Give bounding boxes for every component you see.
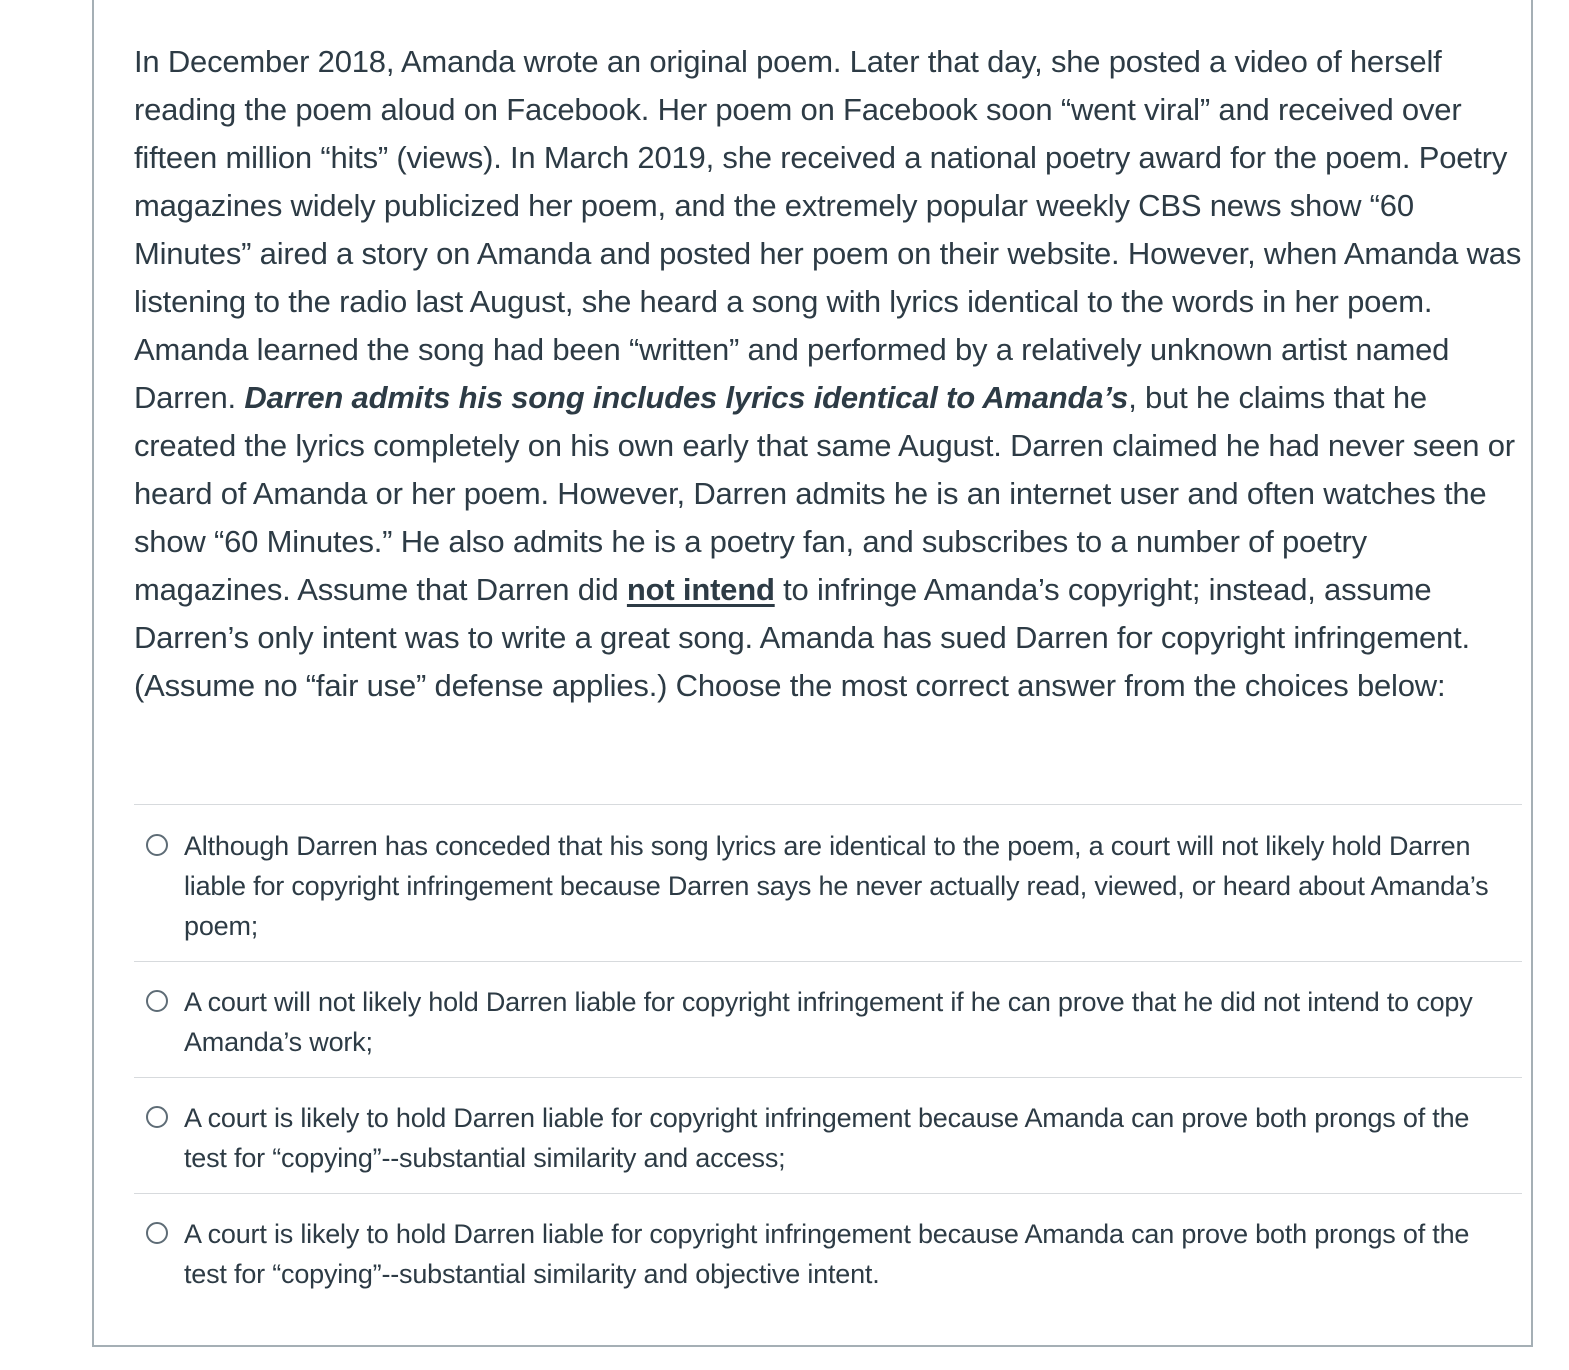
answer-radio-3[interactable] [146,1106,168,1128]
question-text [134,38,1524,710]
answer-option-1[interactable] [134,805,1522,962]
question-text-part-1: In December 2018, Amanda wrote an original poem. Later that day, she posted a video of herself reading the poem aloud on Facebook. Her poem on Facebook soon “went viral” and received over fifteen million “hits” (views). In March 2019, she received a national poetry award for the poem. Poetry magazines widely publicized her poem, and the extremely popular weekly CBS news show “60 Minutes” aired a story on Amanda and posted her poem on their website. However, when Amanda was listening to the radio last August, she heard a song with lyrics identical to the words in her poem. Amanda learned the song had been “written” and performed by a relatively unknown artist named Darren. [134,44,1522,415]
question-underlined: not intend [626,572,775,607]
answer-option-3[interactable] [134,1078,1522,1194]
question-emphasis: Darren admits his song includes lyrics identical to Amanda’s [244,380,1129,415]
answer-label-4: A court is likely to hold Darren liable for copyright infringement because Amanda can prove both prongs of the test for “copying”--substantial similarity and objective intent. [184,1219,1470,1289]
question-text-part-3: to infringe Amanda’s copyright; instead, assume Darren’s only intent was to write a great song. Amanda has sued Darren for copyright infringement. (Assume no “fair use” defense applies.) Choose the most correct answer from the choices below: [134,572,1470,703]
answer-radio-4[interactable] [146,1222,168,1244]
answer-option-2[interactable] [134,962,1522,1078]
answer-radio-2[interactable] [146,990,168,1012]
answer-option-4[interactable] [134,1194,1522,1304]
answer-radio-1[interactable] [146,834,168,856]
question-text-part-2: , but he claims that he created the lyrics completely on his own early that same August. Darren claimed he had never seen or heard of Amanda or her poem. However, Darren admits he is an internet user and often watches the show “60 Minutes.” He also admits he is a poetry fan, and subscribes to a number of poetry magazines. Assume that Darren did [134,380,1515,607]
answer-label-1: Although Darren has conceded that his song lyrics are identical to the poem, a court will not likely hold Darren liable for copyright infringement because Darren says he never actually read, viewed, or heard about Amanda’s poem; [184,831,1489,941]
answer-list [134,804,1522,1304]
answer-label-2: A court will not likely hold Darren liable for copyright infringement if he can prove that he did not intend to copy Amanda’s work; [184,987,1473,1057]
answer-label-3: A court is likely to hold Darren liable for copyright infringement because Amanda can prove both prongs of the test for “copying”--substantial similarity and access; [184,1103,1470,1173]
